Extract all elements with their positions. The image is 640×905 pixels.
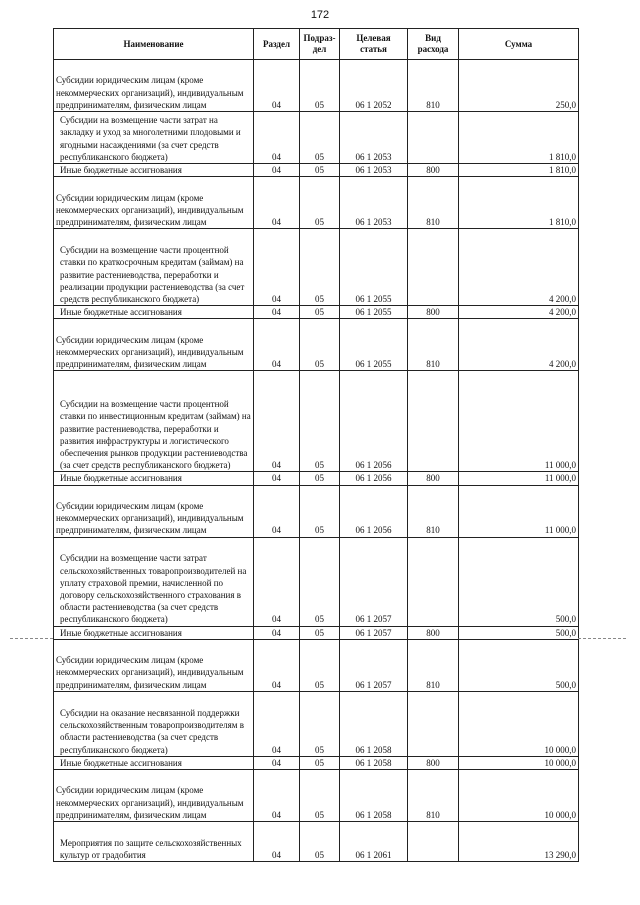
row-name: Субсидии юридическим лицам (кроме некоммерческих организаций), индивидуальным предпринимателям, физическим лицам [54, 60, 254, 112]
row-name: Иные бюджетные ассигнования [54, 626, 254, 639]
row-section: 04 [254, 822, 300, 862]
row-expense-type: 810 [408, 60, 459, 112]
row-subsection: 05 [300, 164, 340, 177]
row-name: Субсидии на возмещение части процентной ставки по краткосрочным кредитам (займам) на развитие растениеводства, переработки и реализации продукции растениеводства (за счет средств республиканского бюджета) [54, 229, 254, 306]
row-expense-type: 800 [408, 626, 459, 639]
row-expense-type: 800 [408, 306, 459, 319]
row-amount: 10 000,0 [459, 691, 579, 756]
row-target: 06 1 2055 [340, 229, 408, 306]
row-amount: 11 000,0 [459, 371, 579, 472]
row-expense-type [408, 691, 459, 756]
row-subsection: 05 [300, 756, 340, 769]
table-row [54, 472, 579, 485]
table-row [54, 306, 579, 319]
row-name: Субсидии юридическим лицам (кроме некоммерческих организаций), индивидуальным предпринимателям, физическим лицам [54, 770, 254, 822]
row-subsection: 05 [300, 371, 340, 472]
row-name: Иные бюджетные ассигнования [54, 472, 254, 485]
row-amount: 1 810,0 [459, 112, 579, 164]
row-name: Иные бюджетные ассигнования [54, 756, 254, 769]
row-amount: 500,0 [459, 639, 579, 691]
row-expense-type: 810 [408, 319, 459, 371]
row-expense-type [408, 229, 459, 306]
row-target: 06 1 2055 [340, 306, 408, 319]
row-name: Иные бюджетные ассигнования [54, 306, 254, 319]
row-amount: 13 290,0 [459, 822, 579, 862]
row-expense-type: 810 [408, 639, 459, 691]
row-expense-type: 810 [408, 177, 459, 229]
row-target: 06 1 2057 [340, 626, 408, 639]
row-section: 04 [254, 112, 300, 164]
row-amount: 11 000,0 [459, 472, 579, 485]
row-name: Субсидии юридическим лицам (кроме некоммерческих организаций), индивидуальным предпринимателям, физическим лицам [54, 485, 254, 537]
row-section: 04 [254, 319, 300, 371]
row-target: 06 1 2052 [340, 60, 408, 112]
row-target: 06 1 2058 [340, 770, 408, 822]
row-section: 04 [254, 691, 300, 756]
row-expense-type: 810 [408, 770, 459, 822]
table-row [54, 319, 579, 371]
row-target: 06 1 2056 [340, 485, 408, 537]
row-subsection: 05 [300, 822, 340, 862]
row-name: Субсидии на возмещение части затрат на закладку и уход за многолетними плодовыми и ягодными насаждениями (за счет средств республиканского бюджета) [54, 112, 254, 164]
row-amount: 4 200,0 [459, 319, 579, 371]
budget-table [53, 28, 579, 862]
row-target: 06 1 2058 [340, 756, 408, 769]
row-section: 04 [254, 229, 300, 306]
dashed-divider-left [10, 638, 53, 639]
row-section: 04 [254, 177, 300, 229]
page-number: 172 [310, 9, 330, 21]
row-target: 06 1 2056 [340, 472, 408, 485]
header-subsection: Подраз- дел [300, 29, 340, 60]
table-header-row [54, 29, 579, 60]
row-name: Субсидии юридическим лицам (кроме некоммерческих организаций), индивидуальным предпринимателям, физическим лицам [54, 319, 254, 371]
row-expense-type: 800 [408, 472, 459, 485]
table-row [54, 639, 579, 691]
row-name: Субсидии юридическим лицам (кроме некоммерческих организаций), индивидуальным предпринимателям, физическим лицам [54, 177, 254, 229]
row-target: 06 1 2053 [340, 112, 408, 164]
header-name: Наименование [54, 29, 254, 60]
row-section: 04 [254, 770, 300, 822]
row-name: Мероприятия по защите сельскохозяйственных культур от градобития [54, 822, 254, 862]
row-amount: 10 000,0 [459, 756, 579, 769]
table-row [54, 756, 579, 769]
row-target: 06 1 2053 [340, 177, 408, 229]
row-expense-type: 800 [408, 756, 459, 769]
row-name: Субсидии на оказание несвязанной поддержки сельскохозяйственным товаропроизводителям в области растениеводства (за счет средств республиканского бюджета) [54, 691, 254, 756]
row-subsection: 05 [300, 485, 340, 537]
row-section: 04 [254, 164, 300, 177]
row-expense-type [408, 371, 459, 472]
row-subsection: 05 [300, 306, 340, 319]
row-subsection: 05 [300, 770, 340, 822]
row-section: 04 [254, 472, 300, 485]
row-amount: 500,0 [459, 626, 579, 639]
row-target: 06 1 2055 [340, 319, 408, 371]
row-subsection: 05 [300, 60, 340, 112]
header-amount: Сумма [459, 29, 579, 60]
header-expense-type: Вид расхода [408, 29, 459, 60]
row-amount: 1 810,0 [459, 164, 579, 177]
row-subsection: 05 [300, 177, 340, 229]
row-expense-type [408, 822, 459, 862]
table-row [54, 112, 579, 164]
table-row [54, 537, 579, 626]
row-subsection: 05 [300, 626, 340, 639]
row-subsection: 05 [300, 639, 340, 691]
table-row [54, 164, 579, 177]
row-amount: 4 200,0 [459, 306, 579, 319]
header-section: Раздел [254, 29, 300, 60]
row-expense-type: 800 [408, 164, 459, 177]
row-section: 04 [254, 639, 300, 691]
row-name: Субсидии на возмещение части процентной ставки по инвестиционным кредитам (займам) на развитие растениеводства, переработки и развития инфраструктуры и логистического обеспечения рынков продукции растениеводства (за счет средств республиканского бюджета) [54, 371, 254, 472]
table-row [54, 822, 579, 862]
row-amount: 4 200,0 [459, 229, 579, 306]
row-section: 04 [254, 371, 300, 472]
row-section: 04 [254, 537, 300, 626]
row-subsection: 05 [300, 537, 340, 626]
table-row [54, 60, 579, 112]
row-subsection: 05 [300, 472, 340, 485]
table-row [54, 770, 579, 822]
table-row [54, 485, 579, 537]
row-amount: 250,0 [459, 60, 579, 112]
row-subsection: 05 [300, 229, 340, 306]
table-row [54, 626, 579, 639]
row-target: 06 1 2057 [340, 639, 408, 691]
row-section: 04 [254, 306, 300, 319]
row-target: 06 1 2056 [340, 371, 408, 472]
row-amount: 10 000,0 [459, 770, 579, 822]
row-target: 06 1 2057 [340, 537, 408, 626]
table-row [54, 229, 579, 306]
row-expense-type: 810 [408, 485, 459, 537]
row-section: 04 [254, 485, 300, 537]
dashed-divider-right [578, 638, 626, 639]
row-expense-type [408, 112, 459, 164]
row-section: 04 [254, 60, 300, 112]
row-name: Иные бюджетные ассигнования [54, 164, 254, 177]
table-row [54, 691, 579, 756]
row-subsection: 05 [300, 691, 340, 756]
header-target: Целевая статья [340, 29, 408, 60]
row-expense-type [408, 537, 459, 626]
row-subsection: 05 [300, 319, 340, 371]
row-target: 06 1 2061 [340, 822, 408, 862]
row-name: Субсидии на возмещение части затрат сельскохозяйственных товаропроизводителей на уплату страховой премии, начисленной по договору сельскохозяйственного страхования в области растениеводства (за счет средств республиканского бюджета) [54, 537, 254, 626]
row-name: Субсидии юридическим лицам (кроме некоммерческих организаций), индивидуальным предпринимателям, физическим лицам [54, 639, 254, 691]
row-target: 06 1 2053 [340, 164, 408, 177]
table-row [54, 371, 579, 472]
row-section: 04 [254, 756, 300, 769]
row-amount: 1 810,0 [459, 177, 579, 229]
table-row [54, 177, 579, 229]
row-amount: 500,0 [459, 537, 579, 626]
row-target: 06 1 2058 [340, 691, 408, 756]
row-section: 04 [254, 626, 300, 639]
row-subsection: 05 [300, 112, 340, 164]
row-amount: 11 000,0 [459, 485, 579, 537]
